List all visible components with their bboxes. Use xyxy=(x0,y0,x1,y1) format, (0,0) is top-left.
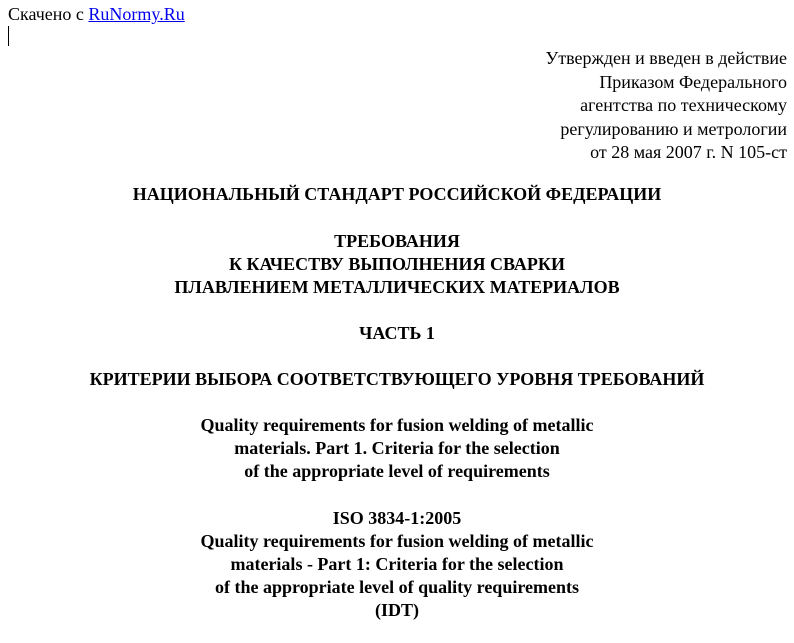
standard-heading xyxy=(0,183,794,206)
approval-line: Утвержден и введен в действие xyxy=(545,48,787,68)
standard-subtitle xyxy=(0,368,794,391)
standard-heading-text: НАЦИОНАЛЬНЫЙ СТАНДАРТ РОССИЙСКОЙ ФЕДЕРАЦИИ xyxy=(132,184,662,204)
english-title-line: of the appropriate level of requirements xyxy=(244,461,550,481)
download-source-line xyxy=(8,4,185,24)
approval-block xyxy=(545,47,787,165)
english-title xyxy=(0,414,794,483)
english-title-line: materials. Part 1. Criteria for the selection xyxy=(234,438,560,458)
standard-title xyxy=(0,230,794,299)
runormy-link[interactable]: RuNormy.Ru xyxy=(88,4,185,24)
iso-title-line: materials - Part 1: Criteria for the selection xyxy=(230,554,564,574)
approval-line: от 28 мая 2007 г. N 105-ст xyxy=(590,142,787,162)
iso-equivalence: (IDT) xyxy=(375,600,419,620)
english-title-line: Quality requirements for fusion welding of metallic xyxy=(200,415,594,435)
standard-title-line: ТРЕБОВАНИЯ xyxy=(334,231,460,251)
standard-title-line: ПЛАВЛЕНИЕМ МЕТАЛЛИЧЕСКИХ МАТЕРИАЛОВ xyxy=(174,277,620,297)
iso-code: ISO 3834-1:2005 xyxy=(332,508,462,528)
iso-title-line: Quality requirements for fusion welding of metallic xyxy=(200,531,594,551)
iso-title-line: of the appropriate level of quality requirements xyxy=(215,577,579,597)
text-cursor xyxy=(8,26,9,46)
approval-line: регулированию и метрологии xyxy=(560,118,787,139)
iso-reference xyxy=(0,507,794,622)
part-label xyxy=(0,322,794,345)
standard-title-line: К КАЧЕСТВУ ВЫПОЛНЕНИЯ СВАРКИ xyxy=(229,254,565,274)
standard-subtitle-text: КРИТЕРИИ ВЫБОРА СООТВЕТСТВУЮЩЕГО УРОВНЯ ТРЕБОВАНИЙ xyxy=(89,369,705,389)
approval-line: агентства по техническому xyxy=(580,95,787,115)
downloaded-prefix: Скачено с xyxy=(8,4,84,24)
part-label-text: ЧАСТЬ 1 xyxy=(359,323,435,343)
approval-line: Приказом Федерального xyxy=(599,71,787,92)
